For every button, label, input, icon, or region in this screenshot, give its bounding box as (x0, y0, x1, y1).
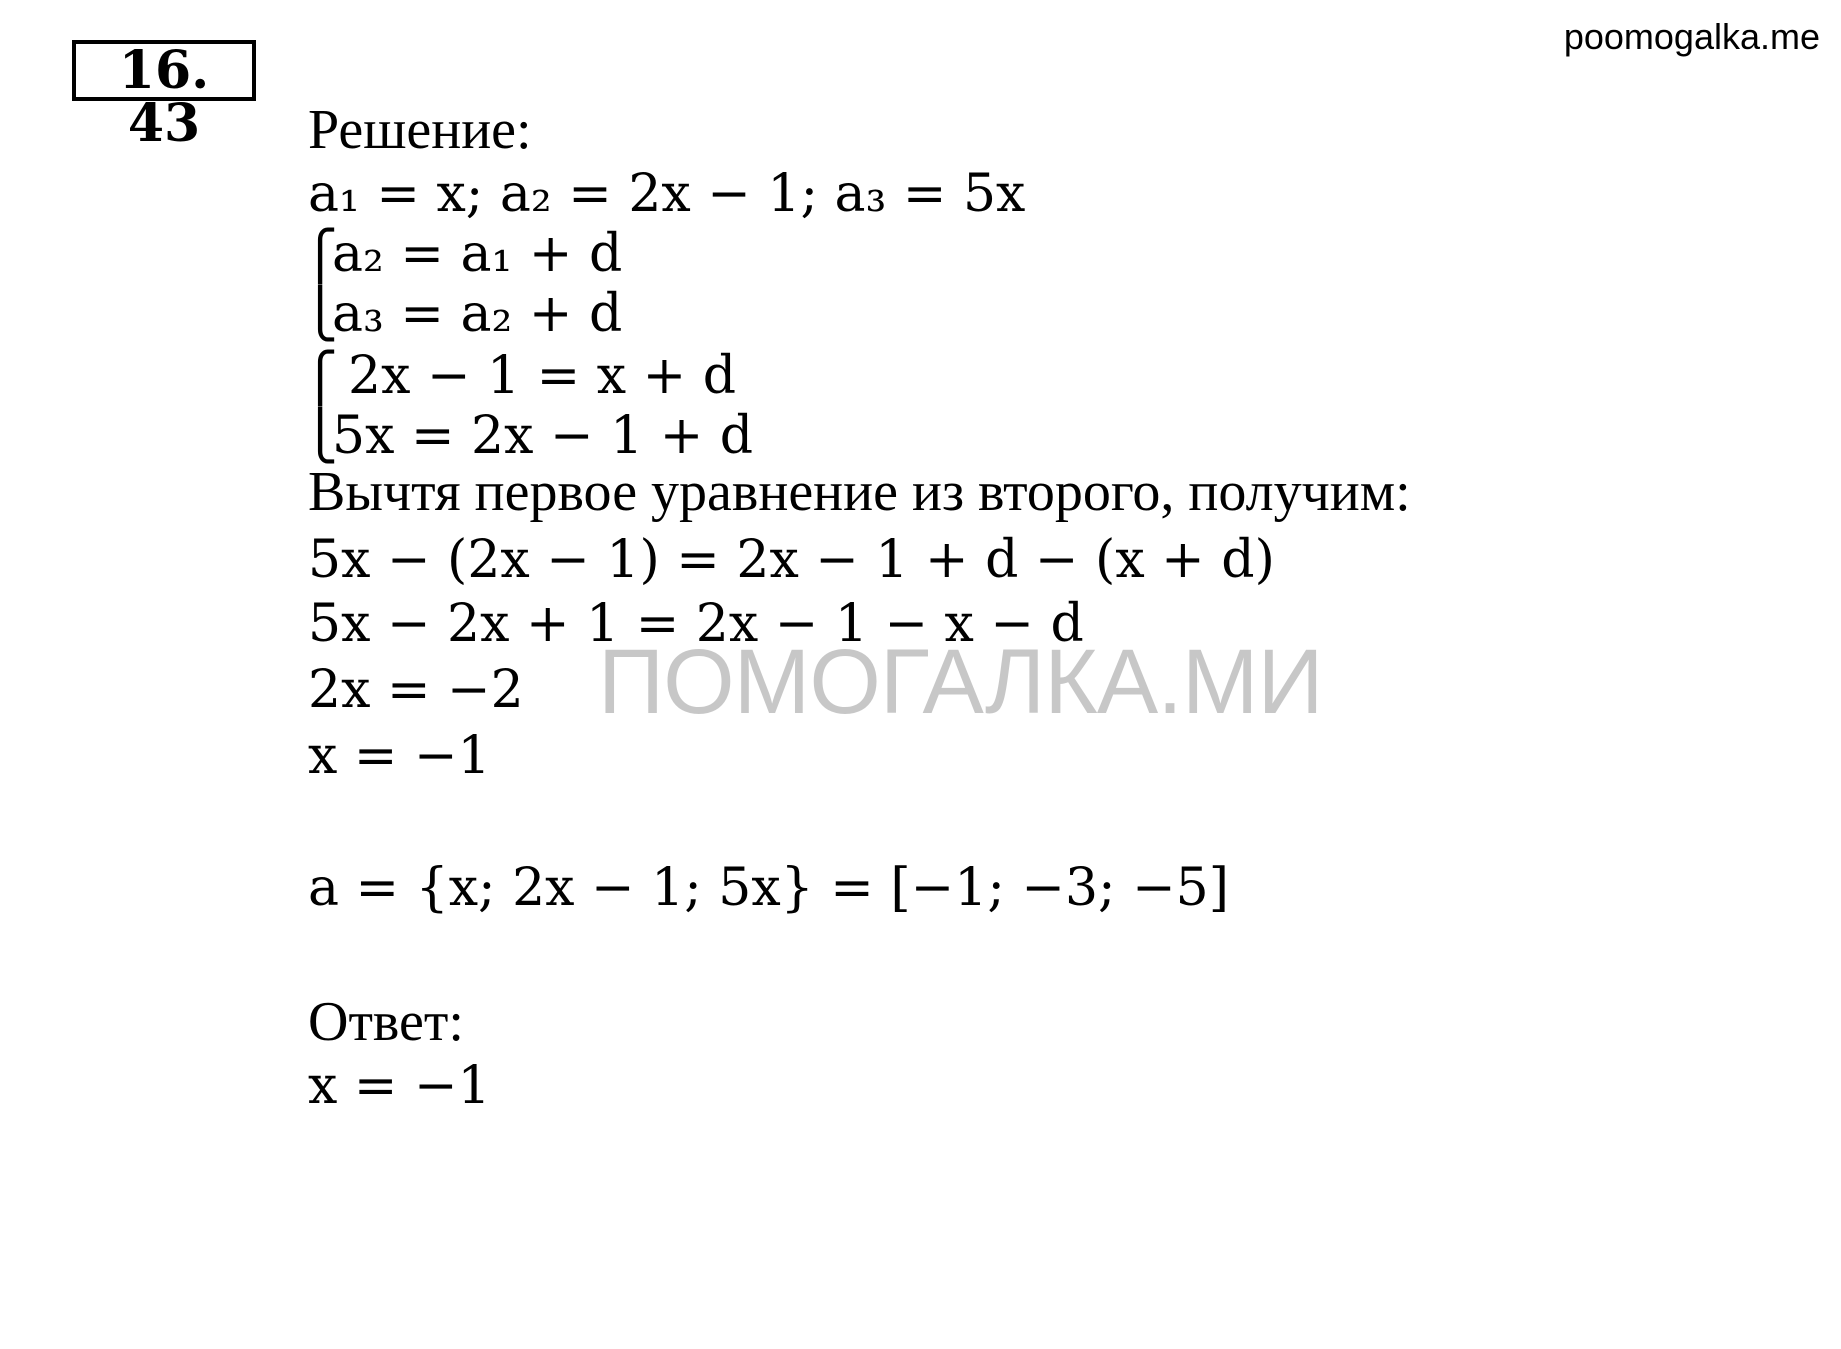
answer-value: x = −1 (308, 1056, 491, 1116)
step-1: 5x − (2x − 1) = 2x − 1 + d − (x + d) (308, 530, 1275, 590)
system1-eq1: a₂ = a₁ + d (332, 224, 623, 284)
solution-label: Решение: (308, 99, 532, 161)
equation-system-2 (302, 346, 1208, 476)
equation-system-1 (302, 224, 1208, 354)
system2-eq2: 5x = 2x − 1 + d (332, 406, 754, 466)
system2-eq1: 2x − 1 = x + d (348, 346, 736, 406)
brace-symbol: ⎧ ⎩ (302, 350, 338, 464)
brace-symbol: ⎧ ⎩ (302, 228, 338, 342)
step-4: x = −1 (308, 726, 491, 786)
step-3: 2x = −2 (308, 660, 524, 720)
problem-number: 16. 43 (72, 40, 256, 101)
subtract-text: Вычтя первое уравнение из второго, получим: (308, 461, 1411, 523)
given-terms: a₁ = x; a₂ = 2x − 1; a₃ = 5x (308, 164, 1026, 224)
step-2: 5x − 2x + 1 = 2x − 1 − x − d (308, 594, 1084, 654)
site-name: poomogalka.me (1563, 16, 1820, 57)
sequence-values: a = {x; 2x − 1; 5x} = [−1; −3; −5] (308, 858, 1230, 918)
answer-label: Ответ: (308, 991, 464, 1053)
system1-eq2: a₃ = a₂ + d (332, 284, 623, 344)
watermark: ПОМОГАЛКА.МИ (598, 631, 1323, 733)
